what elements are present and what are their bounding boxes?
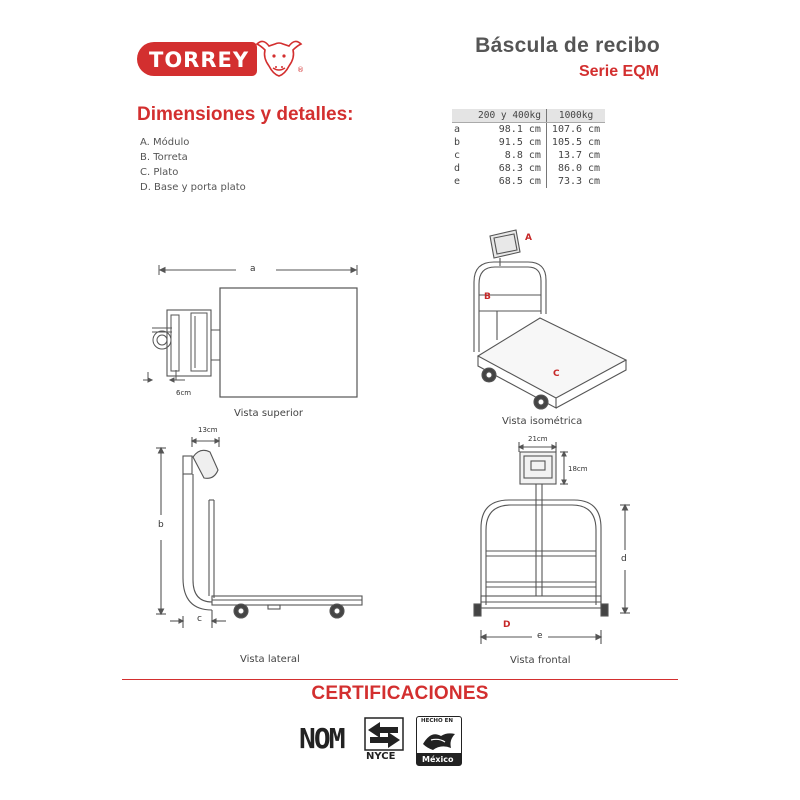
dimensions-heading: Dimensiones y detalles: (137, 104, 354, 125)
hecho-en-text: HECHO EN (421, 718, 453, 724)
nyce-arrows-icon (362, 716, 406, 752)
part-item: A. Módulo (140, 137, 190, 148)
row-key: e (454, 176, 461, 187)
dim-a-label: a (250, 264, 256, 274)
registered-mark: ® (297, 66, 304, 74)
certifications-heading: CERTIFICACIONES (311, 683, 489, 704)
label-c: C (553, 369, 560, 379)
dim-6cm-label: 6cm (176, 389, 192, 397)
cell-value: 8.8 cm (504, 150, 541, 161)
hecho-en-mexico-badge (416, 716, 462, 766)
dim-13cm-label: 13cm (198, 426, 218, 434)
row-key: a (454, 124, 461, 135)
label-d: D (503, 620, 511, 630)
cell-value: 91.5 cm (498, 137, 541, 148)
row-key: b (454, 137, 461, 148)
row-key: c (454, 150, 461, 161)
dim-18cm-label: 18cm (568, 465, 588, 473)
cell-value: 86.0 cm (546, 162, 605, 175)
iso-view-caption: Vista isométrica (502, 416, 583, 427)
nyce-badge (362, 716, 406, 764)
dim-e-label: e (537, 631, 543, 641)
cell-value: 105.5 cm (546, 136, 605, 149)
label-b: B (484, 292, 491, 302)
dim-d-label: d (621, 554, 627, 564)
mexico-text: México (422, 755, 454, 764)
cell-value: 107.6 cm (546, 123, 605, 137)
side-view-caption: Vista lateral (240, 654, 300, 665)
cell-value: 68.5 cm (498, 176, 541, 187)
cell-value: 73.3 cm (546, 175, 605, 188)
page-title: Báscula de recibo (475, 34, 660, 57)
series-subtitle: Serie EQM (578, 63, 659, 80)
cell-value: 68.3 cm (498, 163, 541, 174)
dim-21cm-label: 21cm (528, 435, 548, 443)
brand-name: TORREY (149, 48, 250, 72)
part-item: B. Torreta (140, 152, 188, 163)
column-header: 1000kg (546, 109, 605, 123)
part-item: C. Plato (140, 167, 179, 178)
nom-badge (299, 720, 355, 758)
part-item: D. Base y porta plato (140, 182, 246, 193)
row-key: d (454, 163, 461, 174)
column-header: 200 y 400kg (473, 109, 546, 123)
nyce-text: NYCE (366, 751, 396, 762)
divider-line (122, 679, 678, 680)
cell-value: 98.1 cm (498, 124, 541, 135)
dim-b-label: b (158, 520, 164, 530)
eagle-icon (417, 726, 461, 754)
front-view-caption: Vista frontal (510, 655, 571, 666)
top-view-caption: Vista superior (234, 408, 304, 419)
nom-text: NOM (299, 722, 344, 755)
cell-value: 13.7 cm (546, 149, 605, 162)
dim-c-label: c (197, 614, 202, 624)
label-a: A (525, 233, 532, 243)
